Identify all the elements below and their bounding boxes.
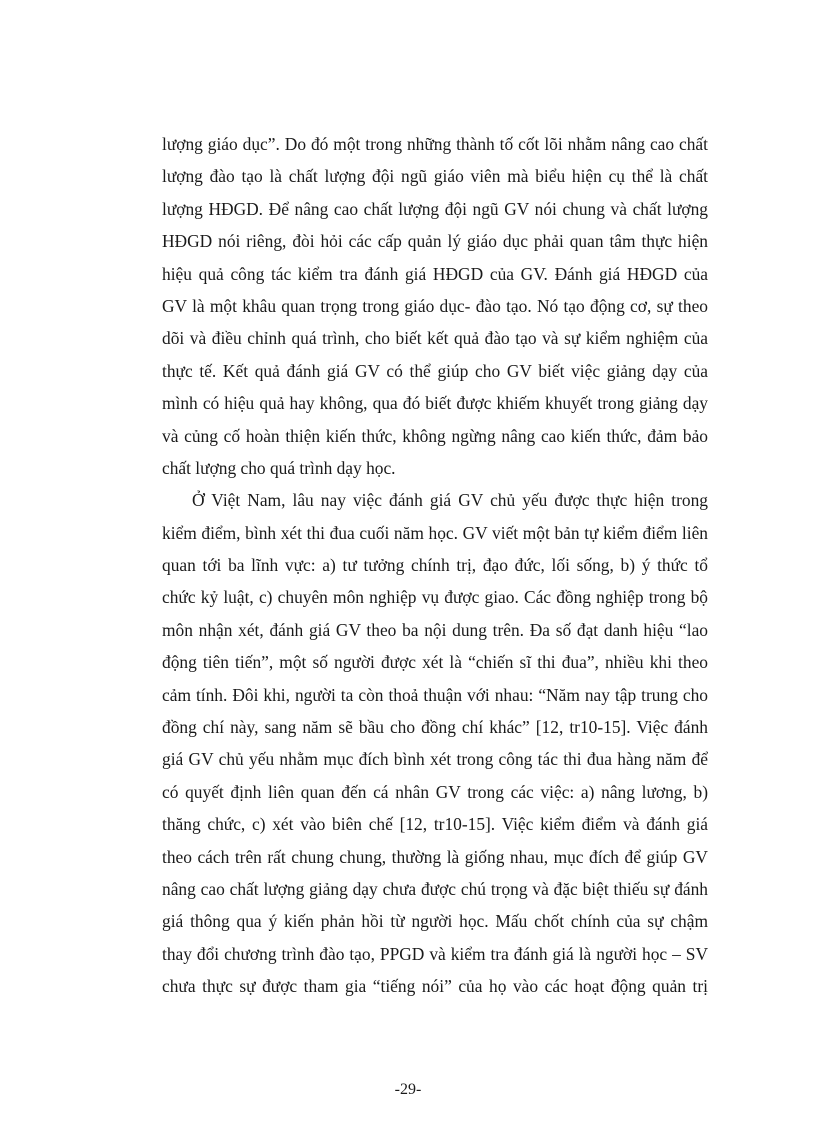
text-line: động tiên tiến”, một số người được xét là “chiến sĩ thi đua”, nhiều khi theo	[162, 652, 708, 673]
text-line: cảm tính. Đôi khi, người ta còn thoả thuận với nhau: “Năm nay tập trung cho	[162, 684, 708, 705]
text-line: mình có hiệu quả hay không, qua đó biết được khiếm khuyết trong giảng dạy	[162, 393, 708, 414]
text-line: HĐGD nói riêng, đòi hỏi các cấp quản lý giáo dục phải quan tâm thực hiện	[162, 231, 708, 252]
text-line: lượng HĐGD. Để nâng cao chất lượng đội ngũ GV nói chung và chất lượng	[162, 198, 708, 219]
text-line: theo cách trên rất chung chung, thường là giống nhau, mục đích để giúp GV	[162, 846, 708, 867]
text-line: thay đổi chương trình đào tạo, PPGD và kiểm tra đánh giá là người học – SV	[162, 943, 708, 964]
text-line: đồng chí này, sang năm sẽ bầu cho đồng chí khác” [12, tr10-15]. Việc đánh	[162, 717, 708, 738]
text-line: có quyết định liên quan đến cá nhân GV trong các việc: a) nâng lương, b)	[162, 781, 708, 802]
text-line: kiểm điểm, bình xét thi đua cuối năm học. GV viết một bản tự kiểm điểm liên	[162, 522, 708, 543]
text-line: thực tế. Kết quả đánh giá GV có thể giúp cho GV biết việc giảng dạy của	[162, 360, 708, 381]
text-line: giá thông qua ý kiến phản hồi từ người học. Mấu chốt chính của sự chậm	[162, 911, 708, 932]
text-line: lượng giáo dục”. Do đó một trong những thành tố cốt lõi nhằm nâng cao chất	[162, 134, 708, 154]
page-number: -29-	[394, 1081, 422, 1098]
text-line: Ở Việt Nam, lâu nay việc đánh giá GV chủ yếu được thực hiện trong	[192, 490, 708, 511]
text-line: lượng đào tạo là chất lượng đội ngũ giáo viên mà biểu hiện cụ thể là chất	[162, 166, 708, 187]
text-line: nâng cao chất lượng giảng dạy chưa được chú trọng và đặc biệt thiếu sự đánh	[162, 878, 708, 899]
text-line: thăng chức, c) xét vào biên chế [12, tr10-15]. Việc kiểm điểm và đánh giá	[162, 814, 708, 835]
text-line: môn nhận xét, đánh giá GV theo ba nội dung trên. Đa số đạt danh hiệu “lao	[162, 619, 708, 640]
text-line: giá GV chủ yếu nhằm mục đích bình xét trong công tác thi đua hàng năm để	[162, 749, 708, 770]
text-line: GV là một khâu quan trọng trong giáo dục- đào tạo. Nó tạo động cơ, sự theo	[162, 295, 708, 316]
text-line: chức kỷ luật, c) chuyên môn nghiệp vụ được giao. Các đồng nghiệp trong bộ	[162, 587, 708, 608]
text-line: và củng cố hoàn thiện kiến thức, không ngừng nâng cao kiến thức, đảm bảo	[162, 425, 708, 446]
text-line: chưa thực sự được tham gia “tiếng nói” của họ vào các hoạt động quản trị	[162, 976, 708, 997]
text-line: quan tới ba lĩnh vực: a) tư tưởng chính trị, đạo đức, lối sống, b) ý thức tổ	[162, 555, 708, 576]
text-line: hiệu quả công tác kiểm tra đánh giá HĐGD của GV. Đánh giá HĐGD của	[162, 263, 708, 284]
text-line: dõi và điều chỉnh quá trình, cho biết kết quả đào tạo và sự kiểm nghiệm của	[162, 328, 708, 349]
text-line: chất lượng cho quá trình dạy học.	[162, 457, 396, 478]
body-text	[162, 128, 708, 1003]
